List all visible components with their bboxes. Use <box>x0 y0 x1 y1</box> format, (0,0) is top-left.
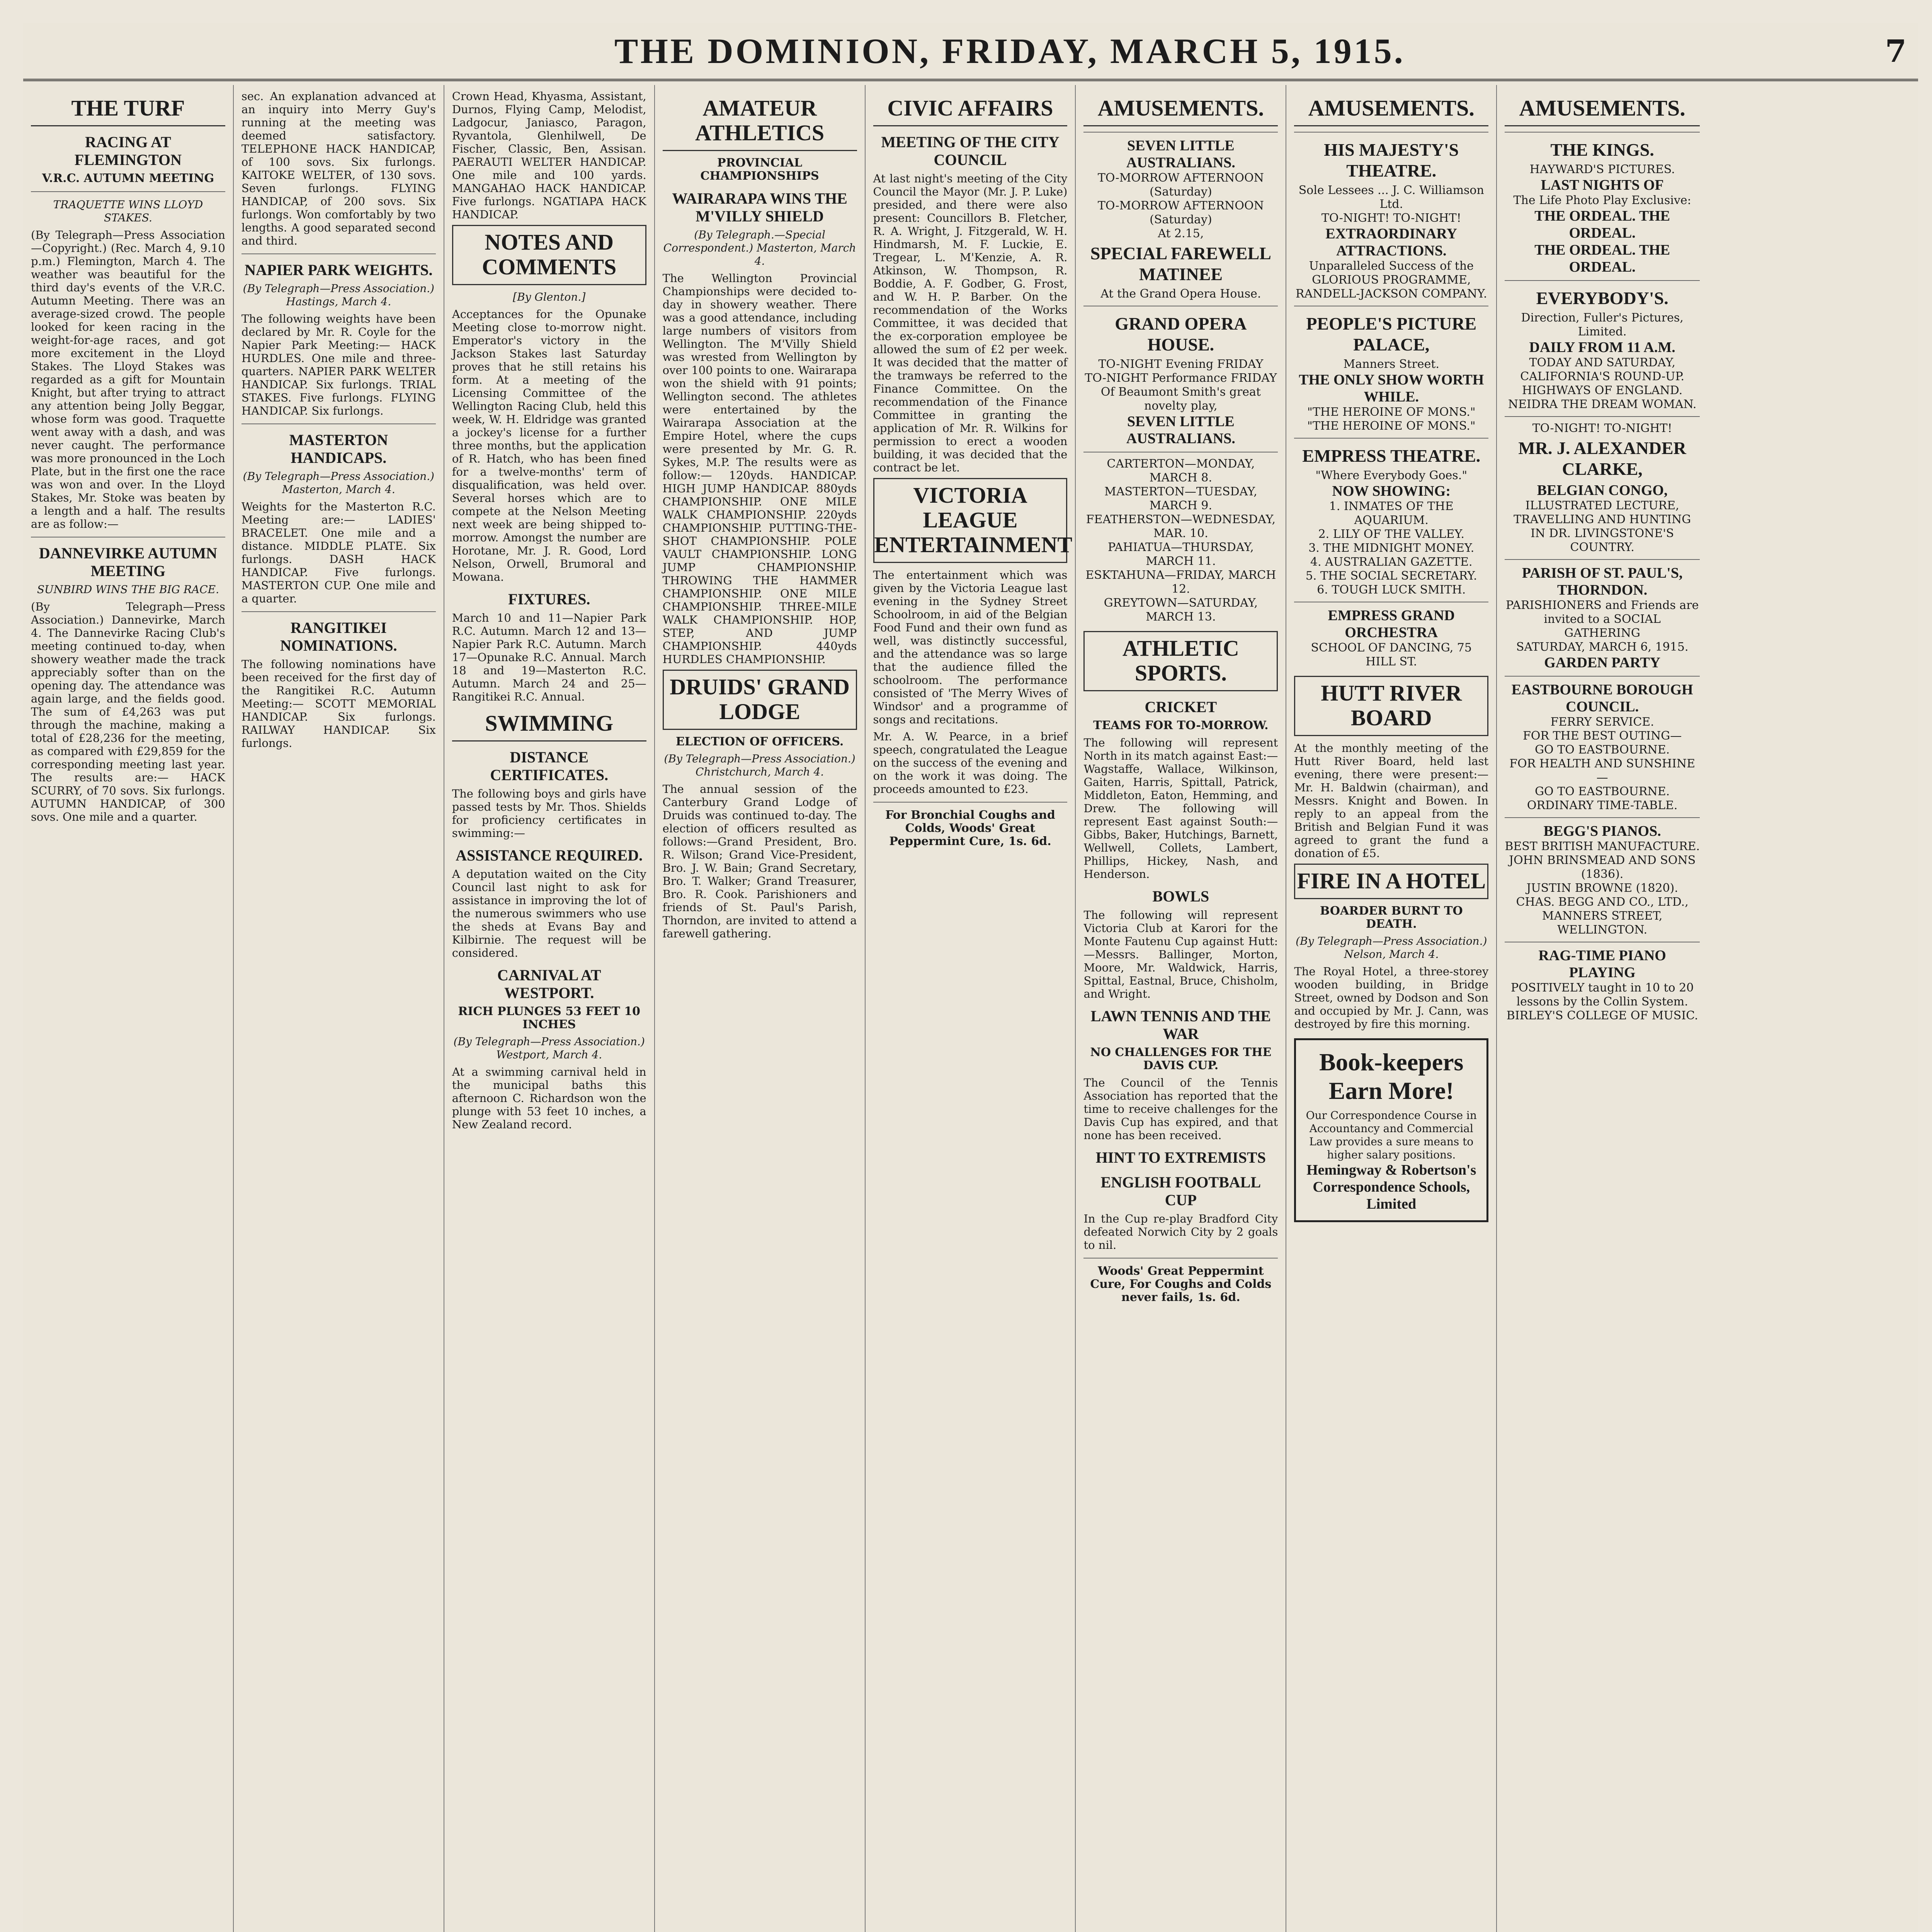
ad-line: TO-MORROW AFTERNOON (Saturday) <box>1097 171 1264 199</box>
column-5-civic <box>866 85 1076 1932</box>
rangitikei-head: RANGITIKEI NOMINATIONS. <box>280 619 397 654</box>
notes-comments: Acceptances for the Opunake Meeting close to-morrow night. Emperator's victory in the Jackson Stakes last Saturday proves that he still retains his form. At a meeting of the Licensing Committee of the Wellington Racing Club, held this week, W. H. Eldridge was granted a jockey's license for a further three months, but the application of R. Hatch, who has been fined for a twelve-months' term of disqualification, was held over. Several horses which are to compete at the Nelson Meeting next week are being shipped to-morrow. Amongst the number are Horotane, Mr. J. R. Good, Lord Nelson, Orwell, Brumoral and Mowana. <box>452 308 646 583</box>
ad-line: SATURDAY, MARCH 6, 1915. <box>1516 640 1689 654</box>
section-amateur-athletics: AMATEUR ATHLETICS <box>663 92 857 151</box>
column-2-racing <box>234 85 444 1932</box>
championship-results: The Wellington Provincial Championships were decided to-day in showery weather. There was a good attendance, including large numbers of visitors from Wellington. The M'Villy Shield was wrested from Wellington by over 100 points to one. Wairarapa won the shield with 91 points; Wellington second. The athletes were entertained by the Wairarapa Association at the Empire Hotel, where the cups were presented by Mr. G. R. Sykes, M.P. The results were as follow:— 120yds. HANDICAP. HIGH JUMP HANDICAP. 880yds CHAMPIONSHIP. ONE MILE WALK CHAMPIONSHIP. 220yds CHAMPIONSHIP. PUTTING-THE-SHOT CHAMPIONSHIP. POLE VAULT CHAMPIONSHIP. LONG JUMP CHAMPIONSHIP. THROWING THE HAMMER CHAMPIONSHIP. ONE MILE CHAMPIONSHIP. THREE-MILE WALK CHAMPIONSHIP. HOP, STEP, AND JUMP CHAMPIONSHIP. 440yds HURDLES CHAMPIONSHIP. <box>662 272 857 666</box>
ad-line: NEIDRA THE DREAM WOMAN. <box>1508 398 1697 411</box>
ad-line: GLORIOUS PROGRAMME, <box>1312 273 1471 287</box>
ad-line: Manners Street. <box>1343 357 1439 371</box>
ad-line: CHAS. BEGG AND CO., LTD., <box>1516 895 1689 909</box>
page-number: 7 <box>1885 33 1906 69</box>
divider <box>1083 1258 1278 1259</box>
football-report: In the Cup re-play Bradford City defeated Norwich City by 2 goals to nil. <box>1083 1212 1278 1252</box>
masthead-title: THE DOMINION, FRIDAY, MARCH 5, 1915. <box>614 31 1405 71</box>
ad-everybodys <box>1505 280 1700 416</box>
section-amusements: AMUSEMENTS. <box>1505 92 1700 126</box>
ad-line: SPECIAL FAREWELL MATINEE <box>1090 243 1271 284</box>
victoria-league-report: The entertainment which was given by the Victoria League last evening in the Sydney Street Schoolroom, in aid of the Belgian Food Fund and their own fund as well, was distinctly successful, and the attendance was so large that the audience filled the schoolroom. The performance consisted of 'The Merry Wives of Windsor' and a programme of songs and recitations. <box>873 568 1068 726</box>
ad-line: FERRY SERVICE. <box>1550 715 1654 729</box>
masterton-athletics-lead: (By Telegraph.—Special Correspondent.) Masterton, March 4. <box>663 228 856 267</box>
ad-line: MR. J. ALEXANDER CLARKE, <box>1518 438 1686 479</box>
ad-line: At 2.15, <box>1158 227 1204 240</box>
ad-tour-dates <box>1083 452 1278 629</box>
section-hutt-river-board: HUTT RIVER BOARD <box>1294 676 1488 736</box>
ad-line: LAST NIGHTS OF <box>1541 177 1664 193</box>
ad-title: EASTBOURNE BOROUGH COUNCIL. <box>1511 682 1693 715</box>
notes-comments-head: NOTES AND COMMENTS <box>452 225 646 285</box>
ad-st-pauls <box>1505 559 1700 676</box>
wairarapa-head: WAIRARAPA WINS THE M'VILLY SHIELD <box>672 190 847 225</box>
fire-report: The Royal Hotel, a three-storey wooden building, in Bridge Street, owned by Dodson and Son and occupied by Mr. J. Cann, was destroyed by fire this morning. <box>1294 965 1489 1031</box>
ad-line: TO-MORROW AFTERNOON (Saturday) <box>1097 199 1264 226</box>
fixtures-list: March 10 and 11—Napier Park R.C. Autumn. March 12 and 13—Napier Park R.C. Autumn. March 17—Opunake R.C. Annual. March 18 and 19—Masterton R.C. Autumn. March 24 and 25—Rangitikei R.C. Annual. <box>452 611 646 703</box>
ad-line: Sole Lessees ... J. C. Williamson Ltd. <box>1298 184 1484 211</box>
section-athletic-sports: ATHLETIC SPORTS. <box>1083 631 1278 691</box>
dannevirke-report: (By Telegraph—Press Association.) Dannevirke, March 4. The Dannevirke Racing Club's meeting continued to-day, when showery weather made the track appreciably softer than on the opening day. The attendance was again large, and the fields good. The sum of £4,263 was put through the machine, making a total of £28,236 for the meeting, as compared with £29,859 for the corresponding meeting last year. The results are:— HACK SCURRY, of 70 sovs. Six furlongs. AUTUMN HANDICAP, of 300 sovs. One mile and a quarter. <box>31 600 225 823</box>
traquette-lead: TRAQUETTE WINS LLOYD STAKES. <box>53 198 203 224</box>
city-council-report: At last night's meeting of the City Council the Mayor (Mr. J. P. Luke) presided, and there were also present: Councillors B. Fletcher, R. A. Wright, J. Fitzgerald, W. H. Hindmarsh, M. F. Luckie, E. Tregear, L. M'Kenzie, A. R. Atkinson, W. Thompson, R. Boddie, A. F. Godber, G. Frost, and W. H. P. Barber. On the recommendation of the Works Committee, it was decided that the ex-corporation employee be allowed the sum of £2 per week. It was decided that the matter of the tramways be referred to the Finance Committee. On the recommendation of the Finance Committee in granting the application of Mr. R. Wilkins for permission to erect a wooden building, it was decided that the contract be let. <box>873 172 1068 474</box>
ad-lecture <box>1505 416 1700 559</box>
divider <box>873 802 1068 803</box>
ad-line: JUSTIN BROWNE (1820). <box>1526 881 1678 895</box>
divider <box>242 253 436 254</box>
ad-grand-opera-house <box>1083 306 1278 452</box>
hint-extremists-head: HINT TO EXTREMISTS <box>1095 1149 1266 1166</box>
victoria-league-head: VICTORIA LEAGUE ENTERTAINMENT <box>873 478 1068 563</box>
section-fire-in-hotel: FIRE IN A HOTEL <box>1294 864 1488 899</box>
rangitikei-nominations: The following nominations have been received for the first day of the Rangitikei R.C. Autumn Meeting:— SCOTT MEMORIAL HANDICAP. Six furlongs. RAILWAY HANDICAP. Six furlongs. <box>241 658 436 750</box>
ad-line: BEST BRITISH MANUFACTURE. <box>1505 840 1700 853</box>
rich-plunges-head: RICH PLUNGES 53 FEET 10 INCHES <box>458 1005 640 1031</box>
ad-line: THE ONLY SHOW WORTH WHILE. <box>1299 372 1484 405</box>
ad-line: ESKTAHUNA—FRIDAY, MARCH 12. <box>1085 568 1276 596</box>
ad-box-text: Our Correspondence Course in Accountancy and Commercial Law provides a sure means to higher salary positions. <box>1306 1109 1477 1161</box>
masterton-head: MASTERTON HANDICAPS. <box>289 431 388 466</box>
boarder-burnt-head: BOARDER BURNT TO DEATH. <box>1320 904 1463 931</box>
column-7-amusements <box>1286 85 1497 1932</box>
masterton-weights: Weights for the Masterton R.C. Meeting are:— LADIES' BRACELET. One mile and a distance. MIDDLE PLATE. Six furlongs. DASH HACK HANDICAP. Five furlongs. MASTERTON CUP. One mile and a quarter. <box>241 500 436 605</box>
ad-line: MASTERTON—TUESDAY, MARCH 9. <box>1104 485 1257 512</box>
section-turf: THE TURF <box>31 92 225 126</box>
cricket-teams: The following will represent North in its match against East:—Wagstaffe, Wallace, Wilkinson, Gaiten, Harris, Spittall, Patrick, Middleton, Eaton, Hemming, and Drew. The following will represent East against South:—Gibbs, Baker, Hutchings, Barnett, Wellwell, Collets, Lambert, Phillips, Hickey, Nash, and Henderson. <box>1083 736 1278 881</box>
ad-line: "THE HEROINE OF MONS." <box>1307 419 1476 433</box>
ad-line: NOW SHOWING: <box>1332 483 1451 499</box>
ad-title: PEOPLE'S PICTURE PALACE, <box>1306 314 1477 354</box>
ad-line: ILLUSTRATED LECTURE, <box>1525 499 1679 512</box>
ad-title: GRAND OPERA HOUSE. <box>1115 314 1247 354</box>
ad-line: Unparalleled Success of the <box>1309 259 1474 273</box>
section-amusements: AMUSEMENTS. <box>1083 92 1278 126</box>
ad-line: TO-NIGHT Evening FRIDAY <box>1098 357 1264 371</box>
sunbird-lead: SUNBIRD WINS THE BIG RACE. <box>37 583 219 596</box>
newspaper-page <box>23 23 1918 1932</box>
davis-cup-subhead: NO CHALLENGES FOR THE DAVIS CUP. <box>1090 1046 1272 1072</box>
ad-eastbourne-ferry <box>1505 676 1700 817</box>
victoria-league-report-2: Mr. A. W. Pearce, in a brief speech, congratulated the League on the success of the evening and on the work it was doing. The proceeds amounted to £23. <box>873 730 1068 796</box>
ad-line: PARISHIONERS and Friends are invited to a SOCIAL GATHERING <box>1505 599 1699 640</box>
ad-line: GREYTOWN—SATURDAY, MARCH 13. <box>1104 596 1258 624</box>
ad-title: PARISH OF ST. PAUL'S, THORNDON. <box>1522 565 1683 598</box>
ad-the-kings <box>1505 132 1700 280</box>
ad-line: TO-NIGHT! TO-NIGHT! <box>1532 422 1672 435</box>
druids-grand-lodge-head: DRUIDS' GRAND LODGE <box>663 670 857 730</box>
ad-title: BEGG'S PIANOS. <box>1543 823 1661 839</box>
ad-line: HAYWARD'S PICTURES. <box>1529 163 1675 176</box>
cricket-head: CRICKET <box>1145 698 1217 716</box>
ad-line: GO TO EASTBOURNE. <box>1535 743 1670 757</box>
ad-line: 1. INMATES OF THE AQUARIUM. <box>1329 500 1454 527</box>
section-swimming: SWIMMING <box>452 707 646 742</box>
ad-beggs-pianos <box>1505 817 1700 942</box>
ad-title: THE KINGS. <box>1550 140 1654 160</box>
ad-line: PAHIATUA—THURSDAY, MARCH 11. <box>1108 541 1254 568</box>
ad-title: SEVEN LITTLE AUSTRALIANS. <box>1126 138 1235 171</box>
vrc-autumn-subhead: V.R.C. AUTUMN MEETING <box>42 172 214 185</box>
glenton-byline: [By Glenton.] <box>513 291 586 303</box>
distance-certificates: The following boys and girls have passed tests by Mr. Thos. Shields for proficiency certificates in swimming:— <box>452 787 646 840</box>
section-amusements: AMUSEMENTS. <box>1294 92 1488 126</box>
column-3-notes <box>444 85 655 1932</box>
lawn-tennis-head: LAWN TENNIS AND THE WAR <box>1090 1007 1271 1043</box>
ad-seven-little-australians <box>1083 132 1278 306</box>
ad-line: POSITIVELY taught in 10 to 20 lessons by the Collin System. <box>1511 981 1694 1009</box>
flemington-report: (By Telegraph—Press Association—Copyright.) (Rec. March 4, 9.10 p.m.) Flemington, March 4. The weather was beautiful for the third day's events of the V.R.C. Autumn Meeting. There was an average-sized crowd. The people looked for keen racing in the weight-for-age races, and got more excitement in the Lloyd Stakes. The Lloyd Stakes was regarded as a gift for Mountain Knight, but after trying to attract any attention being Jolly Beggar, whose form was good. Traquette went away with a dash, and was never caught. The performance was more pronounced in the Loch Plate, but in the first one the race was won and over. In the Lloyd Stakes, Mr. Stoke was beaten by a length and a half. The results are as follow:— <box>31 228 225 531</box>
column-8-amusements <box>1497 85 1708 1932</box>
ad-line: HIGHWAYS OF ENGLAND. <box>1522 384 1683 397</box>
ad-line: DAILY FROM 11 A.M. <box>1529 339 1675 355</box>
ad-line: 5. THE SOCIAL SECRETARY. <box>1305 569 1477 583</box>
ad-line: RANDELL-JACKSON COMPANY. <box>1296 287 1487 301</box>
ad-title: RAG-TIME PIANO PLAYING <box>1538 947 1666 981</box>
napier-park-weights: The following weights have been declared by Mr. R. Coyle for the Napier Park Meeting:— HACK HURDLES. One mile and three-quarters. NAPIER PARK WELTER HANDICAP. Six furlongs. TRIAL STAKES. Five furlongs. FLYING HANDICAP. Six furlongs. <box>241 312 436 417</box>
ad-line: MANNERS STREET, WELLINGTON. <box>1542 909 1663 937</box>
masthead <box>23 23 1918 81</box>
assistance-required: A deputation waited on the City Council last night to ask for assistance in improving the lot of the numerous swimmers who use the sheds at Evans Bay and Kilbirnie. The request will be considered. <box>452 867 646 959</box>
nelson-lead: (By Telegraph—Press Association.) Nelson, March 4. <box>1296 935 1487 961</box>
ad-his-majestys-theatre <box>1294 132 1488 306</box>
city-council-head: MEETING OF THE CITY COUNCIL <box>881 133 1060 168</box>
ad-line: "Where Everybody Goes." <box>1315 469 1468 482</box>
results-continued: sec. An explanation advanced at an inquiry into Merry Guy's running at the meeting was deemed satisfactory. TELEPHONE HACK HANDICAP, of 100 sovs. Six furlongs. KAITOKE WELTER, of 130 sovs. Seven furlongs. FLYING HANDICAP, of 200 sovs. Six furlongs. Won comfortably by two lengths. A good separated second and third. <box>241 90 436 247</box>
section-civic-affairs: CIVIC AFFAIRS <box>873 92 1068 126</box>
ad-line: 6. TOUGH LUCK SMITH. <box>1317 583 1466 597</box>
westport-report: At a swimming carnival held in the municipal baths this afternoon C. Richardson won the plunge with 53 feet 10 inches, a New Zealand record. <box>452 1065 646 1131</box>
ad-line: FEATHERSTON—WEDNESDAY, MAR. 10. <box>1086 513 1276 540</box>
druids-report: The annual session of the Canterbury Grand Lodge of Druids was continued to-day. The election of officers resulted as follows:—Grand President, Bro. R. Wilson; Grand Vice-President, Bro. J. W. Bain; Grand Secretary, Bro. T. Walker; Grand Treasurer, Bro. R. Cook. Parishioners and friends of St. Paul's Parish, Thorndon, are invited to attend a farewell gathering. <box>662 782 857 940</box>
divider <box>242 423 436 424</box>
ad-peoples-picture-palace <box>1294 306 1488 438</box>
divider <box>242 611 436 612</box>
masterton-lead: (By Telegraph—Press Association.) Masterton, March 4. <box>243 470 434 496</box>
hutt-river-report: At the monthly meeting of the Hutt River Board, held last evening, there were present:—Mr. H. Baldwin (chairman), and Messrs. Knight and Bowen. In reply to an appeal from the British and Belgian Fund it was agreed to grant the fund a donation of £5. <box>1294 742 1489 860</box>
ad-title: EMPRESS GRAND ORCHESTRA <box>1328 607 1455 641</box>
ad-empress-orchestra <box>1294 602 1488 673</box>
ad-line: BIRLEY'S COLLEGE OF MUSIC. <box>1506 1009 1698 1022</box>
ad-line: The Life Photo Play Exclusive: <box>1513 194 1691 207</box>
peppermint-cure-ad: For Bronchial Coughs and Colds, Woods' Great Peppermint Cure, 1s. 6d. <box>885 808 1055 848</box>
ad-line: 3. THE MIDNIGHT MONEY. <box>1308 541 1475 555</box>
ad-line: Of Beaumont Smith's great novelty play, <box>1100 385 1261 413</box>
column-4-athletics <box>655 85 866 1932</box>
ad-line: Direction, Fuller's Pictures, Limited. <box>1521 311 1684 338</box>
nominations-continued: Crown Head, Khyasma, Assistant, Durnos, Flying Camp, Melodist, Ladgocur, Janiasco, Paragon, Ryvantola, Glenhilwell, De Fischer, Classic, Ben, Assisan. PAERAUTI WELTER HANDICAP. One mile and 100 yards. MANGAHAO HACK HANDICAP. Five furlongs. NGATIAPA HACK HANDICAP. <box>452 90 646 221</box>
column-6-amusements <box>1076 85 1286 1932</box>
ad-book-keepers <box>1294 1038 1488 1222</box>
ad-line: TO-NIGHT Performance FRIDAY <box>1085 371 1277 385</box>
election-officers-head: ELECTION OF OFFICERS. <box>675 735 844 748</box>
assistance-required-head: ASSISTANCE REQUIRED. <box>456 847 643 864</box>
ad-line: GARDEN PARTY <box>1544 655 1661 671</box>
ad-empress-theatre <box>1294 438 1488 602</box>
ad-box-title: Book-keepers Earn More! <box>1319 1048 1464 1104</box>
teams-tomorrow-head: TEAMS FOR TO-MORROW. <box>1093 719 1269 732</box>
racing-flemington-head: RACING AT FLEMINGTON <box>74 133 182 168</box>
ad-line: FOR THE BEST OUTING— <box>1523 729 1682 743</box>
columns <box>23 85 1918 1932</box>
ad-line: JOHN BRINSMEAD AND SONS (1836). <box>1509 854 1696 881</box>
davis-cup-report: The Council of the Tennis Association has reported that the time to receive challenges for the Davis Cup has expired, and that none has been received. <box>1083 1076 1278 1142</box>
ad-line: At the Grand Opera House. <box>1100 287 1261 301</box>
english-football-head: ENGLISH FOOTBALL CUP <box>1100 1173 1261 1209</box>
ad-line: 2. LILY OF THE VALLEY. <box>1318 527 1464 541</box>
carnival-westport-head: CARNIVAL AT WESTPORT. <box>497 966 601 1002</box>
dannevirke-head: DANNEVIRKE AUTUMN MEETING <box>39 544 217 580</box>
ad-line: TO-NIGHT! TO-NIGHT! <box>1321 211 1461 225</box>
ad-line: "THE HEROINE OF MONS." <box>1307 405 1476 419</box>
ad-line: GO TO EASTBOURNE. <box>1535 785 1670 798</box>
ad-line: BELGIAN CONGO, <box>1537 482 1668 498</box>
westport-lead: (By Telegraph—Press Association.) Westport, March 4. <box>453 1035 645 1061</box>
ad-line: SCHOOL OF DANCING, 75 HILL ST. <box>1311 641 1472 668</box>
bowls-head: BOWLS <box>1152 888 1209 905</box>
ad-line: TODAY AND SATURDAY, <box>1529 356 1675 369</box>
divider <box>31 191 225 192</box>
napier-park-lead: (By Telegraph—Press Association.) Hastings, March 4. <box>243 282 434 308</box>
ad-title: HIS MAJESTY'S THEATRE. <box>1324 140 1459 180</box>
ad-ragtime-piano <box>1505 942 1700 1027</box>
peppermint-cure-ad: Woods' Great Peppermint Cure, For Coughs and Colds never fails, 1s. 6d. <box>1090 1264 1272 1304</box>
fixtures-head: FIXTURES. <box>508 590 590 608</box>
druids-lead: (By Telegraph—Press Association.) Christchurch, March 4. <box>664 752 855 778</box>
ad-line: ORDINARY TIME-TABLE. <box>1527 799 1678 812</box>
ad-line: 4. AUSTRALIAN GAZETTE. <box>1310 555 1473 569</box>
napier-park-head: NAPIER PARK WEIGHTS. <box>245 261 433 279</box>
distance-certificates-head: DISTANCE CERTIFICATES. <box>490 748 609 784</box>
ad-box-footer: Hemingway & Robertson's Correspondence Schools, Limited <box>1306 1162 1476 1212</box>
ad-line: THE ORDEAL. THE ORDEAL. <box>1534 242 1670 275</box>
ad-title: EVERYBODY'S. <box>1536 288 1668 308</box>
provincial-championships-head: PROVINCIAL CHAMPIONSHIPS <box>700 156 819 183</box>
bowls-report: The following will represent Victoria Club at Karori for the Monte Fautenu Cup against Hutt:—Messrs. Ballinger, Morton, Moore, Mr. Waldwick, Harris, Spittal, Eastnal, Bruce, Chisholm, and Wright. <box>1083 908 1278 1000</box>
ad-line: EXTRAORDINARY ATTRACTIONS. <box>1325 226 1458 259</box>
ad-line: FOR HEALTH AND SUNSHINE— <box>1509 757 1696 784</box>
ad-line: SEVEN LITTLE AUSTRALIANS. <box>1126 413 1235 447</box>
ad-line: CARTERTON—MONDAY, MARCH 8. <box>1107 457 1255 485</box>
ad-line: TRAVELLING AND HUNTING IN DR. LIVINGSTONE'S COUNTRY. <box>1514 513 1691 554</box>
ad-title: EMPRESS THEATRE. <box>1302 446 1481 466</box>
column-1-turf <box>23 85 234 1932</box>
ad-line: THE ORDEAL. THE ORDEAL. <box>1534 208 1670 241</box>
ad-line: CALIFORNIA'S ROUND-UP. <box>1520 370 1685 383</box>
